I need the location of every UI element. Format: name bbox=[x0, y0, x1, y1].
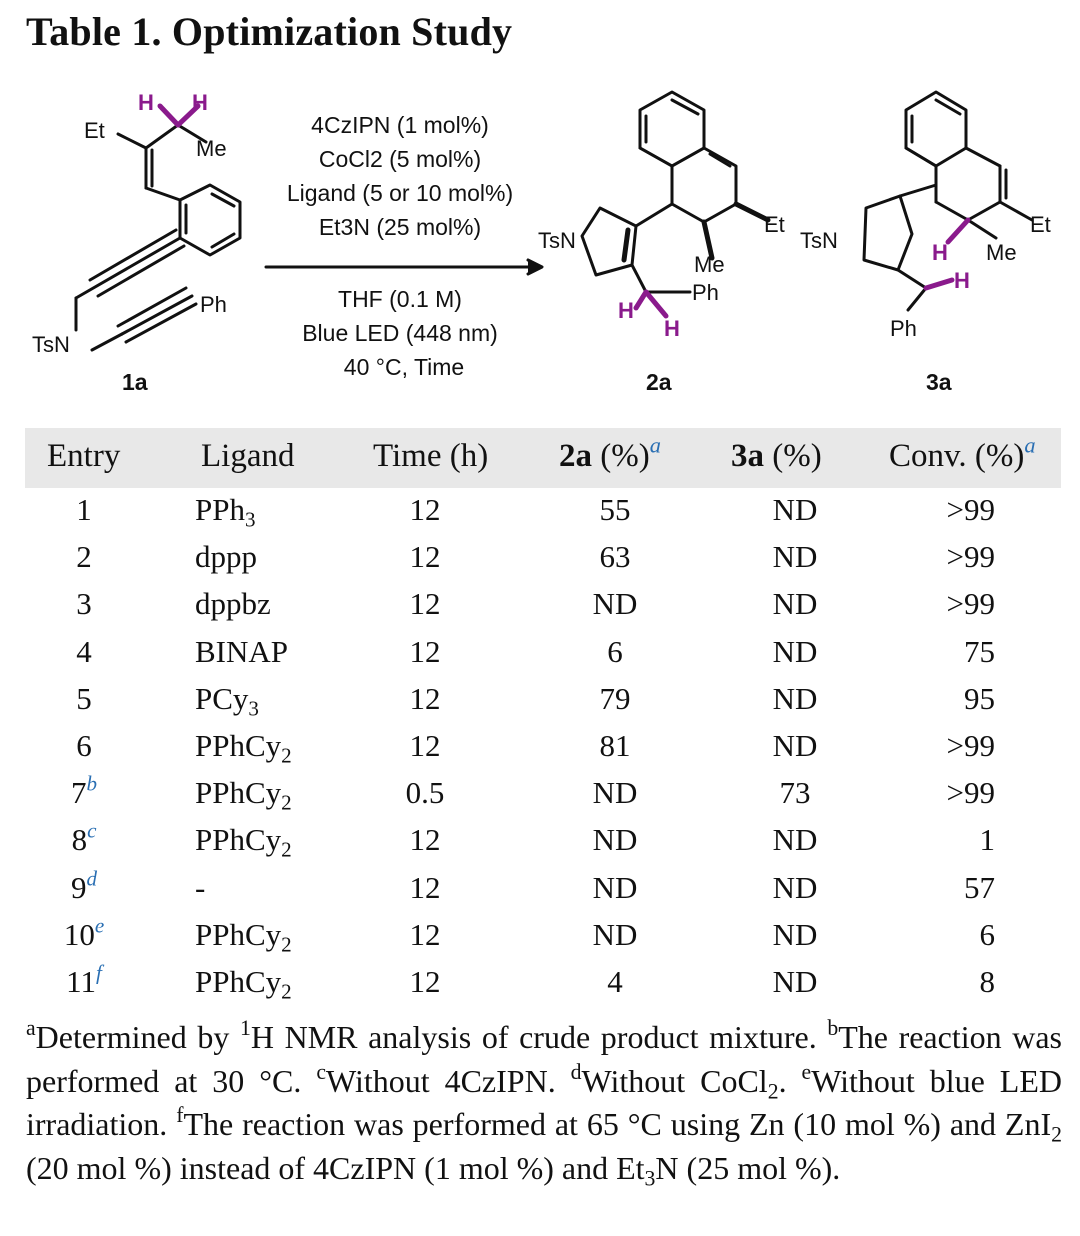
footnote-ref-a: a bbox=[1024, 432, 1036, 458]
cell-ligand: PPh$_3$ bbox=[195, 492, 256, 532]
cell-time: 12 bbox=[409, 586, 441, 622]
cell-time: 12 bbox=[409, 964, 441, 999]
cell-yield-2a: 81 bbox=[599, 728, 631, 763]
product-3a-structure bbox=[864, 92, 1032, 310]
table-row bbox=[25, 962, 1061, 1009]
table-row bbox=[25, 773, 1061, 820]
footnote-mark-a: a bbox=[26, 1015, 36, 1040]
cell-time: 12 bbox=[409, 492, 441, 527]
cell-yield-2a: 55 bbox=[599, 492, 631, 527]
label-et-3a: Et bbox=[1030, 212, 1051, 237]
condition-6: Blue LED (448 nm) bbox=[302, 320, 498, 346]
label-h2-3a: H bbox=[954, 268, 970, 293]
header-entry: Entry bbox=[47, 438, 121, 474]
footnote-mark-b: b bbox=[827, 1015, 839, 1040]
label-h1-3a: H bbox=[932, 240, 948, 265]
footnote-ref: d bbox=[86, 865, 98, 890]
table-title: Table 1. Optimization Study bbox=[26, 9, 513, 54]
table-row bbox=[25, 584, 1061, 631]
label-h2-2a: H bbox=[664, 316, 680, 341]
label-me-3a: Me bbox=[986, 240, 1017, 265]
cell-conversion: 75 bbox=[964, 633, 995, 669]
cell-yield-3a: ND bbox=[772, 633, 818, 669]
condition-7: 40 °C, Time bbox=[343, 354, 465, 380]
cell-entry: 2 bbox=[76, 539, 92, 575]
label-tsn-2a: TsN bbox=[538, 228, 576, 253]
cell-yield-2a: ND bbox=[592, 822, 638, 858]
label-me-1a: Me bbox=[196, 136, 227, 161]
table-header bbox=[25, 428, 1061, 488]
cell-yield-3a: ND bbox=[772, 964, 818, 999]
cell-entry: 5 bbox=[76, 680, 92, 716]
cell-ligand: PPhCy$_2$ bbox=[195, 822, 292, 862]
header-ligand: Ligand bbox=[201, 438, 295, 474]
footnote-ref: f bbox=[96, 960, 102, 985]
label-2a: 2a bbox=[646, 369, 672, 395]
label-h1-2a: H bbox=[618, 298, 634, 323]
cell-entry: 6 bbox=[76, 728, 92, 763]
cell-yield-2a: 6 bbox=[607, 633, 623, 669]
cell-ligand: dppp bbox=[195, 539, 257, 575]
label-tsn-1a: TsN bbox=[32, 332, 70, 357]
cell-yield-3a: ND bbox=[772, 680, 818, 716]
table-row bbox=[25, 679, 1061, 726]
cell-entry: 3 bbox=[76, 586, 92, 622]
table-row bbox=[25, 632, 1061, 679]
header-conv: Conv. (%)$^a$ bbox=[889, 432, 1036, 474]
cell-entry: 4 bbox=[76, 633, 92, 669]
label-me-2a: Me bbox=[694, 252, 725, 277]
cell-yield-2a: ND bbox=[592, 916, 638, 952]
reaction-scheme bbox=[0, 70, 1080, 410]
cell-yield-2a: 4 bbox=[607, 964, 623, 999]
cell-yield-3a: ND bbox=[772, 869, 818, 905]
cell-ligand: BINAP bbox=[195, 633, 289, 669]
cell-yield-2a: ND bbox=[592, 869, 638, 905]
footnote-c-text: Without 4CzIPN. bbox=[326, 1062, 571, 1099]
cell-conversion: 57 bbox=[964, 869, 995, 905]
cell-time: 12 bbox=[409, 822, 441, 858]
label-et-2a: Et bbox=[764, 212, 785, 237]
label-ph-2a: Ph bbox=[692, 280, 719, 305]
condition-5: THF (0.1 M) bbox=[338, 286, 462, 312]
table-row bbox=[25, 865, 1061, 915]
cell-ligand: dppbz bbox=[195, 586, 271, 622]
footnote-mark-d: d bbox=[570, 1059, 582, 1084]
cell-time: 12 bbox=[409, 539, 441, 575]
cell-time: 12 bbox=[409, 680, 441, 716]
cell-yield-3a: 73 bbox=[779, 775, 811, 811]
condition-1: 4CzIPN (1 mol%) bbox=[311, 112, 489, 138]
table-footnotes: $^a$Determined by $^1$H NMR analysis of crude product mixture. $^b$The reaction was performed at 30 °C. $^c$Without 4CzIPN. $^d$Without CoCl$_2$. $^e$Without blue LED irradiation. $^f$The reaction was performed at 65 °C using Zn (10 mol %) and ZnI$_2$ (20 mol %) instead of 4CzIPN (1 mol %) and $Et_3N$ (25 mol %). bbox=[26, 1015, 1063, 1191]
cell-conversion: >99 bbox=[946, 728, 995, 763]
table-row bbox=[25, 915, 1061, 962]
header-3a: 3a (%) bbox=[731, 438, 822, 474]
footnote-mark-c: c bbox=[316, 1059, 327, 1084]
cell-time: 12 bbox=[409, 869, 441, 905]
cell-yield-3a: ND bbox=[772, 916, 818, 952]
cell-yield-2a: 63 bbox=[599, 539, 631, 575]
cell-entry: 7$^b$ bbox=[70, 771, 98, 811]
table-row bbox=[25, 537, 1061, 584]
cell-conversion: 1 bbox=[979, 822, 995, 858]
footnote-f-text: The reaction was performed at 65 °C using Zn (10 mol %) and ZnI bbox=[183, 1106, 1052, 1142]
cell-ligand: PPhCy$_2$ bbox=[195, 775, 292, 815]
table-row bbox=[25, 726, 1061, 773]
cell-yield-2a: 79 bbox=[599, 680, 631, 716]
cell-conversion: >99 bbox=[946, 492, 995, 527]
cell-ligand: PCy$_3$ bbox=[195, 680, 259, 721]
label-et-1a: Et bbox=[84, 118, 105, 143]
cell-yield-2a: ND bbox=[592, 586, 638, 622]
cell-yield-3a: ND bbox=[772, 586, 818, 622]
cell-yield-3a: ND bbox=[772, 492, 818, 527]
footnote-ref: b bbox=[86, 771, 98, 796]
condition-2: CoCl2 (5 mol%) bbox=[318, 146, 482, 172]
condition-3: Ligand (5 or 10 mol%) bbox=[286, 180, 514, 206]
cell-conversion: 6 bbox=[979, 916, 995, 952]
footnote-e-text: Without blue LED irradiation. bbox=[26, 1062, 1063, 1142]
cell-time: 12 bbox=[409, 916, 441, 952]
cell-entry: 1 bbox=[76, 492, 92, 527]
label-3a: 3a bbox=[926, 369, 952, 395]
cell-conversion: >99 bbox=[946, 775, 995, 811]
label-1a: 1a bbox=[122, 369, 148, 395]
table-row bbox=[25, 490, 1061, 537]
table-row bbox=[25, 820, 1061, 867]
cell-conversion: 8 bbox=[979, 964, 995, 999]
label-ph-3a: Ph bbox=[890, 316, 917, 341]
cell-entry: 11$^f$ bbox=[66, 960, 102, 999]
footnote-mark-f: f bbox=[176, 1102, 184, 1127]
cell-yield-3a: ND bbox=[772, 539, 818, 575]
cell-yield-3a: ND bbox=[772, 728, 818, 763]
condition-4: Et3N (25 mol%) bbox=[318, 214, 482, 240]
cell-entry: 8$^c$ bbox=[71, 818, 97, 858]
header-time: Time (h) bbox=[373, 438, 489, 474]
cell-conversion: >99 bbox=[946, 586, 995, 622]
product-2a-structure bbox=[582, 92, 768, 292]
footnote-ref: e bbox=[94, 913, 105, 938]
cell-ligand: PPhCy$_2$ bbox=[195, 964, 292, 1004]
footnote-mark-e: e bbox=[801, 1059, 812, 1084]
cell-time: 12 bbox=[409, 728, 441, 763]
header-2a: 2a (%)$^a$ bbox=[559, 432, 661, 474]
footnote-b-text: The reaction was performed at 30 °C. bbox=[26, 1019, 1062, 1099]
cell-conversion: >99 bbox=[946, 539, 995, 575]
label-h2-1a: H bbox=[192, 90, 208, 115]
cell-ligand: - bbox=[195, 869, 206, 905]
label-ph-1a: Ph bbox=[200, 292, 227, 317]
cell-time: 12 bbox=[409, 633, 441, 669]
cell-yield-3a: ND bbox=[772, 822, 818, 858]
footnote-ref-a: a bbox=[649, 432, 661, 458]
cell-yield-2a: ND bbox=[592, 775, 638, 811]
footnote-d-text: Without CoCl bbox=[581, 1062, 768, 1099]
cell-entry: 10e bbox=[63, 913, 105, 952]
cell-time: 0.5 bbox=[405, 775, 445, 811]
label-tsn-3a: TsN bbox=[800, 228, 838, 253]
cell-ligand: PPhCy$_2$ bbox=[195, 916, 292, 957]
cell-ligand: PPhCy$_2$ bbox=[195, 728, 292, 768]
footnote-a-text: H NMR analysis of crude product mixture. bbox=[250, 1019, 828, 1055]
cell-entry: 9$^d$ bbox=[70, 865, 98, 905]
label-h1-1a: H bbox=[138, 90, 154, 115]
footnote-ref: c bbox=[87, 818, 97, 843]
cell-conversion: 95 bbox=[964, 680, 995, 716]
